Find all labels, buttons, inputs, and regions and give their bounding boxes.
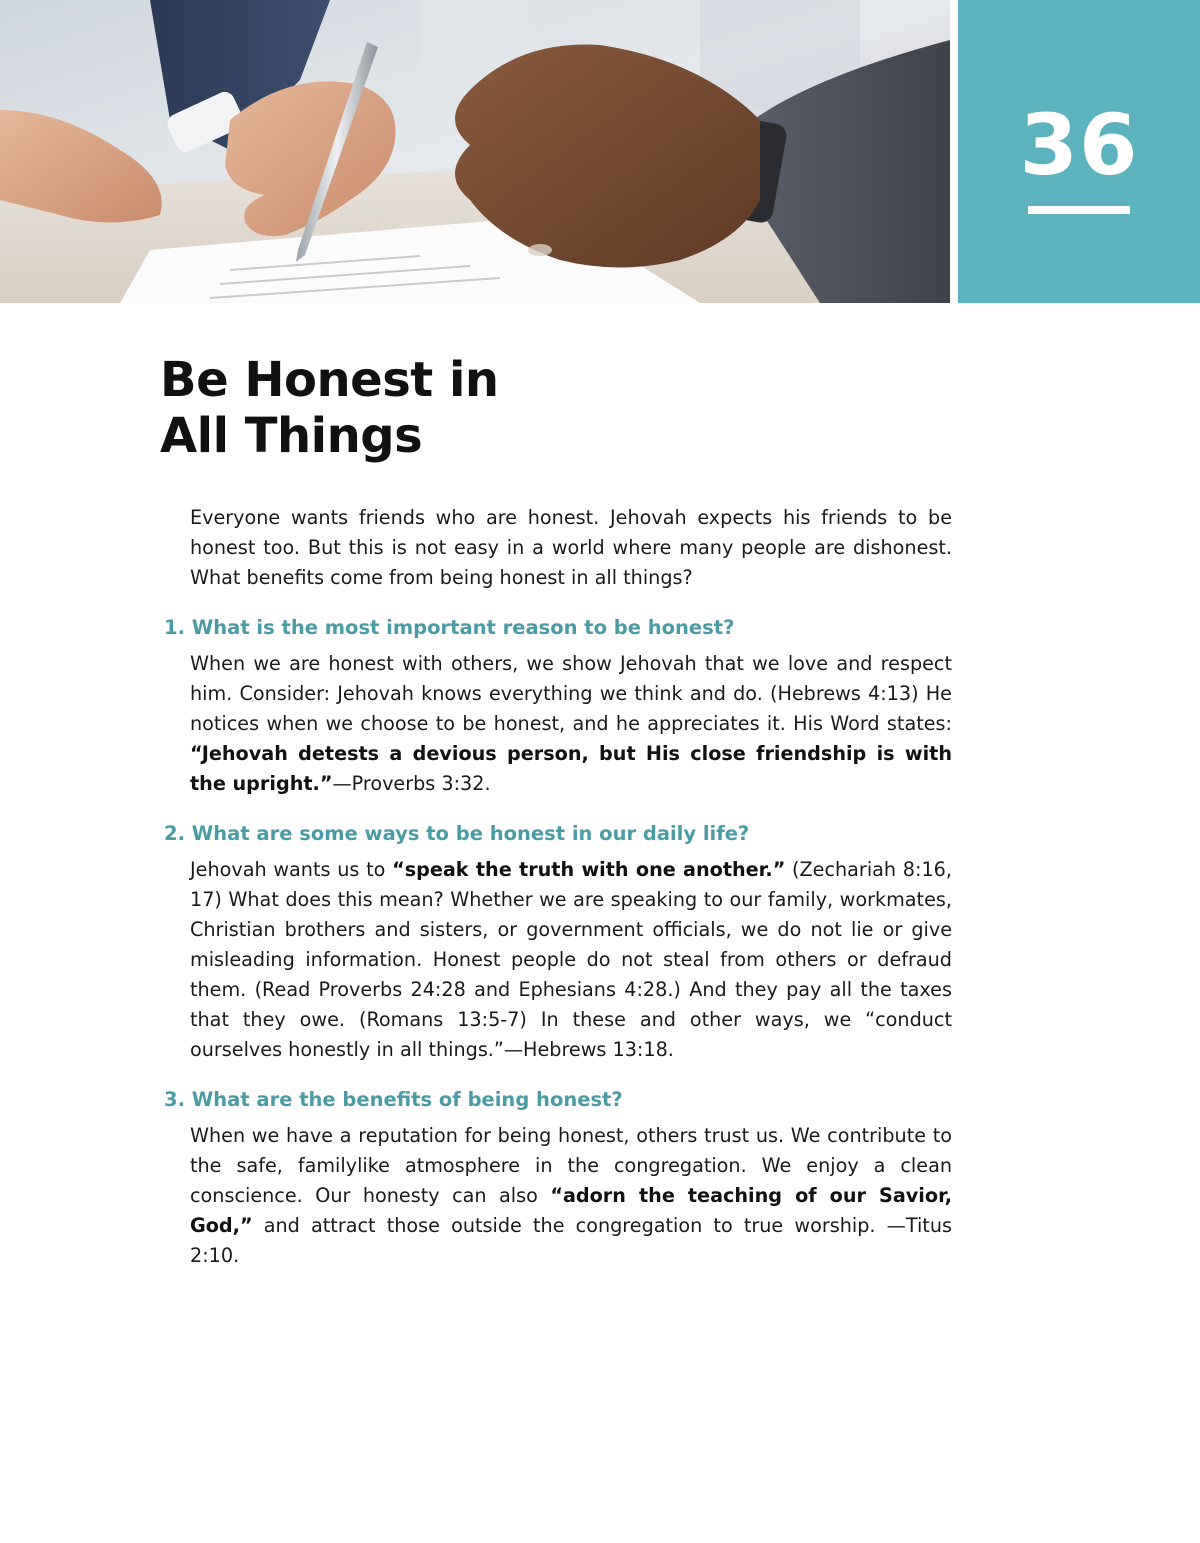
lesson-number-underline <box>1028 206 1130 214</box>
section-paragraph <box>190 855 952 1065</box>
paragraph-text: When we have a reputation for being honest, others trust us. We contribute to the safe, familylike atmosphere in the congregation. We enjoy a clean conscience. Our honesty can also <box>190 1124 952 1207</box>
page-title-line-2: All Things <box>160 408 423 464</box>
paragraph-text: and attract those outside the congregation to true worship. —Titus 2:10. <box>190 1214 952 1267</box>
lesson-number-box <box>958 0 1200 303</box>
lesson-content <box>160 503 952 1291</box>
question-heading: 1. What is the most important reason to be honest? <box>164 616 735 639</box>
paragraph-text: When we are honest with others, we show Jehovah that we love and respect him. Consider: Jehovah knows everything we think and do. (Hebrews 4:13) He notices when we choose to be honest, and he appreciates it. His Word states: <box>190 652 952 735</box>
section-1 <box>160 613 952 799</box>
section-paragraph <box>190 649 952 799</box>
section-2 <box>160 819 952 1065</box>
scripture-quote: “adorn the teaching of our Savior, God,” <box>190 1184 952 1237</box>
scripture-quote: “Jehovah detests a devious person, but His close friendship is with the upright.” <box>190 742 952 795</box>
hero-photo <box>0 0 950 303</box>
section-paragraph <box>190 1121 952 1271</box>
intro-paragraph: Everyone wants friends who are honest. Jehovah expects his friends to be honest too. But this is not easy in a world where many people are dishonest. What benefits come from being honest in all things? <box>190 506 952 589</box>
paragraph-text: (Zechariah 8:16, 17) What does this mean? Whether we are speaking to our family, workmates, Christian brothers and sisters, or government officials, we do not lie or give misleading information. Honest people do not steal from others or defraud them. (Read Proverbs 24:28 and Ephesians 4:28.) And they pay all the taxes that they owe. (Romans 13:5-7) In these and other ways, we “conduct ourselves honestly in all things.”—Hebrews 13:18. <box>190 858 952 1061</box>
question-heading: 3. What are the benefits of being honest? <box>164 1088 623 1111</box>
page-title <box>160 352 720 464</box>
page-title-line-1: Be Honest in <box>160 352 499 408</box>
paragraph-text: Jehovah wants us to <box>190 858 393 881</box>
question-heading: 2. What are some ways to be honest in our daily life? <box>164 822 750 845</box>
scripture-quote: “speak the truth with one another.” <box>392 858 786 881</box>
paragraph-text: —Proverbs 3:32. <box>332 772 491 795</box>
section-3 <box>160 1085 952 1271</box>
lesson-number: 36 <box>1019 96 1139 194</box>
